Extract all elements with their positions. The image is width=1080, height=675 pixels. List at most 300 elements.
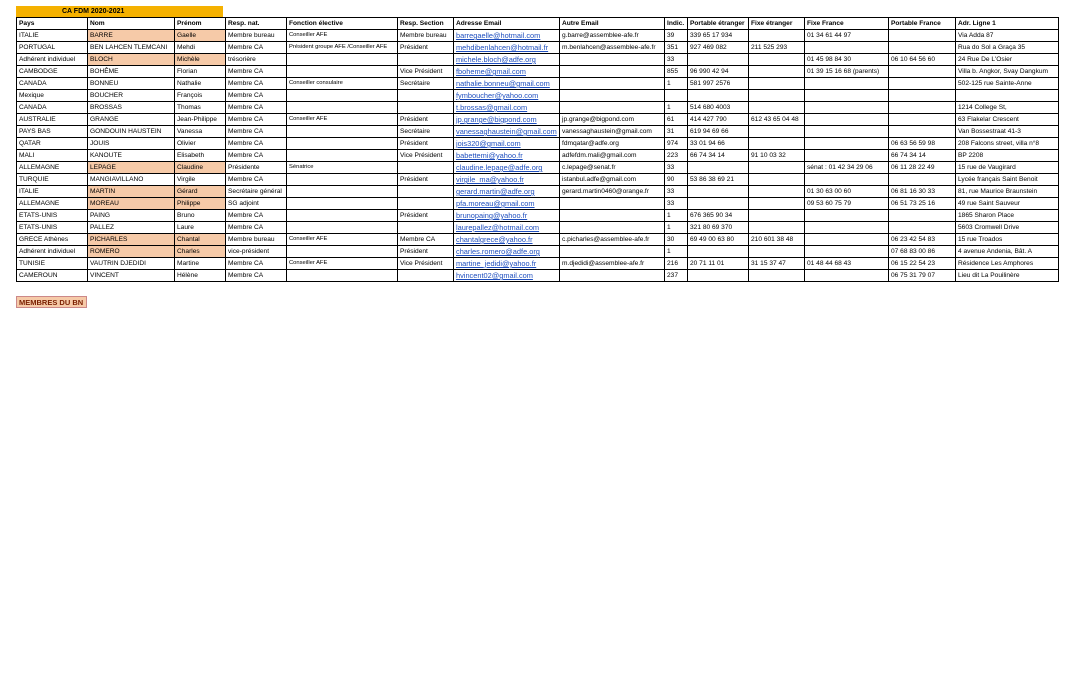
table-cell[interactable]: 33 [665, 54, 688, 66]
table-cell[interactable]: m.djedidi@assemblee-afe.fr [560, 258, 665, 270]
table-cell[interactable]: Vice Président [398, 66, 454, 78]
table-cell[interactable]: Membre CA [226, 114, 287, 126]
table-cell[interactable]: 24 Rue De L'Osier [956, 54, 1059, 66]
table-cell[interactable]: TUNISIE [17, 258, 88, 270]
table-cell[interactable] [560, 222, 665, 234]
email-cell[interactable]: t.brossas@gmail.com [454, 102, 560, 114]
table-cell[interactable]: 514 680 4003 [688, 102, 749, 114]
table-cell[interactable] [889, 114, 956, 126]
table-cell[interactable]: Résidence Les Amphores [956, 258, 1059, 270]
table-cell[interactable]: 06 10 64 56 60 [889, 54, 956, 66]
table-cell[interactable] [889, 174, 956, 186]
table-cell[interactable] [560, 54, 665, 66]
table-cell[interactable]: istanbul.adfe@gmail.com [560, 174, 665, 186]
table-cell[interactable]: PICHARLES [88, 234, 175, 246]
table-cell[interactable] [398, 222, 454, 234]
table-cell[interactable] [398, 186, 454, 198]
table-cell[interactable] [688, 54, 749, 66]
table-cell[interactable] [805, 174, 889, 186]
table-cell[interactable] [287, 174, 398, 186]
table-cell[interactable] [560, 210, 665, 222]
table-cell[interactable]: BLOCH [88, 54, 175, 66]
table-cell[interactable] [889, 66, 956, 78]
table-cell[interactable]: 01 45 98 84 30 [805, 54, 889, 66]
table-cell[interactable]: François [175, 90, 226, 102]
column-header[interactable]: Fonction élective [287, 18, 398, 30]
table-cell[interactable]: 66 74 34 14 [889, 150, 956, 162]
table-cell[interactable]: Olivier [175, 138, 226, 150]
table-cell[interactable]: Bruno [175, 210, 226, 222]
table-cell[interactable]: 06 51 73 25 16 [889, 198, 956, 210]
table-cell[interactable]: fdmqatar@adfe.org [560, 138, 665, 150]
column-header[interactable]: Resp. Section [398, 18, 454, 30]
column-header[interactable]: Autre Email [560, 18, 665, 30]
column-header[interactable]: Nom [88, 18, 175, 30]
table-cell[interactable]: Conseiller AFE [287, 30, 398, 42]
table-cell[interactable]: 33 [665, 162, 688, 174]
table-cell[interactable]: Membre CA [226, 102, 287, 114]
table-cell[interactable]: BROSSAS [88, 102, 175, 114]
table-cell[interactable] [398, 162, 454, 174]
table-cell[interactable]: KANOUTE [88, 150, 175, 162]
table-cell[interactable]: ITALIE [17, 30, 88, 42]
table-cell[interactable] [889, 42, 956, 54]
table-cell[interactable]: Conseiller AFE [287, 234, 398, 246]
email-cell[interactable]: mehdibenlahcen@hotmail.fr [454, 42, 560, 54]
table-cell[interactable] [749, 90, 805, 102]
table-cell[interactable]: 5603 Cromwell Drive [956, 222, 1059, 234]
table-cell[interactable]: Membre CA [226, 222, 287, 234]
table-cell[interactable]: 15 rue de Vaugirard [956, 162, 1059, 174]
table-cell[interactable]: 06 15 22 54 23 [889, 258, 956, 270]
table-cell[interactable]: PALLEZ [88, 222, 175, 234]
table-cell[interactable]: 81, rue Maurice Braunstein [956, 186, 1059, 198]
table-cell[interactable]: GONDOUIN HAUSTEIN [88, 126, 175, 138]
table-cell[interactable]: Vice Président [398, 150, 454, 162]
table-cell[interactable]: JOUIS [88, 138, 175, 150]
table-cell[interactable] [287, 54, 398, 66]
table-cell[interactable]: 63 Flakelar Crescent [956, 114, 1059, 126]
email-cell[interactable]: chantalgrece@yahoo.fr [454, 234, 560, 246]
table-cell[interactable]: Membre CA [226, 270, 287, 282]
table-cell[interactable] [287, 138, 398, 150]
table-cell[interactable]: Vice Président [398, 258, 454, 270]
table-cell[interactable]: CANADA [17, 78, 88, 90]
table-cell[interactable] [688, 246, 749, 258]
column-header[interactable]: Prénom [175, 18, 226, 30]
table-cell[interactable]: ALLEMAGNE [17, 198, 88, 210]
table-cell[interactable] [398, 90, 454, 102]
table-cell[interactable]: 33 [665, 186, 688, 198]
email-cell[interactable]: charles.romero@adfe.org [454, 246, 560, 258]
table-cell[interactable]: Secrétaire [398, 126, 454, 138]
table-cell[interactable]: Charles [175, 246, 226, 258]
table-cell[interactable]: Membre CA [226, 78, 287, 90]
table-cell[interactable]: Mehdi [175, 42, 226, 54]
table-cell[interactable]: Membre bureau [226, 234, 287, 246]
table-cell[interactable]: AUSTRALIE [17, 114, 88, 126]
table-cell[interactable] [398, 54, 454, 66]
table-cell[interactable]: 1865 Sharon Place [956, 210, 1059, 222]
table-cell[interactable]: vice-président [226, 246, 287, 258]
column-header[interactable]: Indic. [665, 18, 688, 30]
table-cell[interactable] [889, 30, 956, 42]
column-header[interactable]: Portable France [889, 18, 956, 30]
column-header[interactable]: Pays [17, 18, 88, 30]
table-cell[interactable]: Chantal [175, 234, 226, 246]
table-cell[interactable]: ROMERO [88, 246, 175, 258]
table-cell[interactable] [889, 210, 956, 222]
table-cell[interactable]: Conseiller AFE [287, 258, 398, 270]
table-cell[interactable] [287, 210, 398, 222]
table-cell[interactable]: 223 [665, 150, 688, 162]
table-cell[interactable]: adfefdm.mali@gmail.com [560, 150, 665, 162]
table-cell[interactable] [287, 222, 398, 234]
table-cell[interactable]: Hélène [175, 270, 226, 282]
table-cell[interactable]: Adhérent individuel [17, 246, 88, 258]
table-cell[interactable]: 321 80 69 370 [688, 222, 749, 234]
table-cell[interactable]: 39 [665, 30, 688, 42]
email-cell[interactable]: martine_jedidi@yahoo.fr [454, 258, 560, 270]
table-cell[interactable] [560, 78, 665, 90]
column-header[interactable]: Fixe France [805, 18, 889, 30]
table-cell[interactable]: MOREAU [88, 198, 175, 210]
column-header[interactable]: Adresse Email [454, 18, 560, 30]
table-cell[interactable]: 01 34 61 44 97 [805, 30, 889, 42]
table-cell[interactable] [805, 246, 889, 258]
table-cell[interactable]: c.lepage@senat.fr [560, 162, 665, 174]
table-cell[interactable]: MARTIN [88, 186, 175, 198]
table-cell[interactable]: 06 11 28 22 49 [889, 162, 956, 174]
table-cell[interactable]: 676 365 90 34 [688, 210, 749, 222]
table-cell[interactable]: 974 [665, 138, 688, 150]
table-cell[interactable] [749, 162, 805, 174]
table-cell[interactable]: c.picharles@assemblee-afe.fr [560, 234, 665, 246]
table-cell[interactable]: ETATS-UNIS [17, 222, 88, 234]
table-cell[interactable]: BARRE [88, 30, 175, 42]
table-cell[interactable]: 33 [665, 198, 688, 210]
table-cell[interactable]: 09 53 60 75 79 [805, 198, 889, 210]
table-cell[interactable] [749, 78, 805, 90]
table-cell[interactable]: Secrétaire général [226, 186, 287, 198]
table-cell[interactable]: Membre bureau [398, 30, 454, 42]
table-cell[interactable]: ITALIE [17, 186, 88, 198]
table-cell[interactable]: 339 65 17 934 [688, 30, 749, 42]
column-header[interactable]: Fixe étranger [749, 18, 805, 30]
table-cell[interactable]: Membre CA [226, 42, 287, 54]
table-cell[interactable]: BOUCHER [88, 90, 175, 102]
table-cell[interactable] [749, 198, 805, 210]
table-cell[interactable]: Gaelle [175, 30, 226, 42]
email-cell[interactable]: michele.bloch@adfe.org [454, 54, 560, 66]
table-cell[interactable] [749, 174, 805, 186]
table-cell[interactable]: PAYS BAS [17, 126, 88, 138]
table-cell[interactable]: vanessaghaustein@gmail.com [560, 126, 665, 138]
table-cell[interactable]: VINCENT [88, 270, 175, 282]
table-cell[interactable]: VAUTRIN DJEDIDI [88, 258, 175, 270]
table-cell[interactable]: CAMBODGE [17, 66, 88, 78]
table-cell[interactable]: 1214 College St, [956, 102, 1059, 114]
table-cell[interactable] [805, 234, 889, 246]
table-cell[interactable]: 61 [665, 114, 688, 126]
table-cell[interactable]: 927 469 082 [688, 42, 749, 54]
table-cell[interactable] [287, 246, 398, 258]
email-cell[interactable]: claudine.lepage@adfe.org [454, 162, 560, 174]
table-cell[interactable]: Michèle [175, 54, 226, 66]
table-cell[interactable]: Jean-Philippe [175, 114, 226, 126]
email-cell[interactable]: jois320@gmail.com [454, 138, 560, 150]
email-cell[interactable]: virgile_ma@yahoo.fr [454, 174, 560, 186]
table-cell[interactable]: PORTUGAL [17, 42, 88, 54]
table-cell[interactable]: 414 427 790 [688, 114, 749, 126]
table-cell[interactable] [805, 90, 889, 102]
table-cell[interactable]: 07 68 83 00 86 [889, 246, 956, 258]
table-cell[interactable]: Président [398, 114, 454, 126]
table-cell[interactable]: jp.grange@bigpond.com [560, 114, 665, 126]
email-cell[interactable]: vanessaghaustein@gmail.com [454, 126, 560, 138]
table-cell[interactable]: 210 601 38 48 [749, 234, 805, 246]
table-cell[interactable]: 69 49 00 63 80 [688, 234, 749, 246]
column-header[interactable]: Adr. Ligne 1 [956, 18, 1059, 30]
table-cell[interactable]: 01 39 15 16 68 (parents) [805, 66, 889, 78]
table-cell[interactable] [805, 102, 889, 114]
table-cell[interactable] [749, 210, 805, 222]
table-cell[interactable]: 502-125 rue Sainte-Anne [956, 78, 1059, 90]
table-cell[interactable] [287, 66, 398, 78]
table-cell[interactable]: MANGIAVILLANO [88, 174, 175, 186]
table-cell[interactable]: GRANGE [88, 114, 175, 126]
table-cell[interactable]: TURQUIE [17, 174, 88, 186]
email-cell[interactable]: pfa.moreau@gmail.com [454, 198, 560, 210]
email-cell[interactable]: jp.grange@bigpond.com [454, 114, 560, 126]
table-cell[interactable]: sénat : 01 42 34 29 06 [805, 162, 889, 174]
column-header[interactable]: Portable étranger [688, 18, 749, 30]
table-cell[interactable] [805, 42, 889, 54]
email-cell[interactable]: laurepallez@hotmail.com [454, 222, 560, 234]
table-cell[interactable] [688, 90, 749, 102]
table-cell[interactable] [398, 270, 454, 282]
table-cell[interactable]: Mexique [17, 90, 88, 102]
table-cell[interactable]: 49 rue Saint Sauveur [956, 198, 1059, 210]
table-cell[interactable] [560, 66, 665, 78]
table-cell[interactable]: Martine [175, 258, 226, 270]
table-cell[interactable]: Philippe [175, 198, 226, 210]
table-cell[interactable] [805, 138, 889, 150]
table-cell[interactable] [398, 198, 454, 210]
table-cell[interactable]: Membre CA [226, 66, 287, 78]
table-cell[interactable]: 33 01 94 66 [688, 138, 749, 150]
table-cell[interactable]: Villa b. Angkor, Svay Dangkum [956, 66, 1059, 78]
table-cell[interactable]: 15 rue Troados [956, 234, 1059, 246]
column-header[interactable]: Resp. nat. [226, 18, 287, 30]
table-cell[interactable]: Membre CA [226, 150, 287, 162]
table-cell[interactable]: PAING [88, 210, 175, 222]
table-cell[interactable]: Président [398, 246, 454, 258]
table-cell[interactable] [805, 210, 889, 222]
table-cell[interactable]: Président [398, 138, 454, 150]
table-cell[interactable] [560, 198, 665, 210]
table-cell[interactable]: 581 997 2576 [688, 78, 749, 90]
table-cell[interactable]: Conseiller AFE [287, 114, 398, 126]
table-cell[interactable] [956, 90, 1059, 102]
table-cell[interactable]: Conseiller consulaire [287, 78, 398, 90]
table-cell[interactable] [805, 114, 889, 126]
table-cell[interactable]: Membre CA [226, 174, 287, 186]
table-cell[interactable]: 619 94 69 66 [688, 126, 749, 138]
table-cell[interactable]: gerard.martin0460@orange.fr [560, 186, 665, 198]
table-cell[interactable]: LEPAGE [88, 162, 175, 174]
table-cell[interactable]: Président [398, 210, 454, 222]
table-cell[interactable]: Florian [175, 66, 226, 78]
table-cell[interactable] [889, 222, 956, 234]
table-cell[interactable]: 90 [665, 174, 688, 186]
table-cell[interactable] [688, 198, 749, 210]
table-cell[interactable] [560, 270, 665, 282]
table-cell[interactable]: Président [398, 42, 454, 54]
table-cell[interactable] [749, 54, 805, 66]
table-cell[interactable] [749, 30, 805, 42]
table-cell[interactable]: Président [398, 174, 454, 186]
table-cell[interactable]: Présidente [226, 162, 287, 174]
email-cell[interactable]: fymboucher@yahoo.com [454, 90, 560, 102]
table-cell[interactable]: Laure [175, 222, 226, 234]
email-cell[interactable]: hvincent02@gmail.com [454, 270, 560, 282]
table-cell[interactable]: 06 63 56 59 98 [889, 138, 956, 150]
table-cell[interactable]: Rua do Sol a Graça 35 [956, 42, 1059, 54]
table-cell[interactable] [805, 150, 889, 162]
table-cell[interactable]: Membre CA [398, 234, 454, 246]
table-cell[interactable] [560, 90, 665, 102]
table-cell[interactable]: m.benlahcen@assemblee-afe.fr [560, 42, 665, 54]
email-cell[interactable]: fboheme@gmail.com [454, 66, 560, 78]
table-cell[interactable]: 1 [665, 102, 688, 114]
table-cell[interactable] [560, 246, 665, 258]
table-cell[interactable]: 4 avenue Andenia, Bât. A [956, 246, 1059, 258]
table-cell[interactable]: CAMEROUN [17, 270, 88, 282]
table-cell[interactable]: QATAR [17, 138, 88, 150]
email-cell[interactable]: gerard.martin@adfe.org [454, 186, 560, 198]
table-cell[interactable]: 1 [665, 222, 688, 234]
table-cell[interactable]: BP 2208 [956, 150, 1059, 162]
table-cell[interactable]: ETATS-UNIS [17, 210, 88, 222]
table-cell[interactable] [749, 270, 805, 282]
email-cell[interactable]: babettemi@yahoo.fr [454, 150, 560, 162]
table-cell[interactable]: Lieu dit La Pouilinère [956, 270, 1059, 282]
table-cell[interactable] [749, 126, 805, 138]
table-cell[interactable]: 20 71 11 01 [688, 258, 749, 270]
table-cell[interactable] [688, 186, 749, 198]
table-cell[interactable]: 31 15 37 47 [749, 258, 805, 270]
table-cell[interactable] [688, 270, 749, 282]
table-cell[interactable] [889, 90, 956, 102]
table-cell[interactable]: Vanessa [175, 126, 226, 138]
table-cell[interactable]: BOHÊME [88, 66, 175, 78]
table-cell[interactable]: 66 74 34 14 [688, 150, 749, 162]
table-cell[interactable]: 01 30 63 00 60 [805, 186, 889, 198]
table-cell[interactable]: 1 [665, 210, 688, 222]
table-cell[interactable]: Elisabeth [175, 150, 226, 162]
table-cell[interactable] [287, 102, 398, 114]
table-cell[interactable]: SG adjoint [226, 198, 287, 210]
table-cell[interactable]: 1 [665, 246, 688, 258]
table-cell[interactable]: Via Adda 87 [956, 30, 1059, 42]
table-cell[interactable] [287, 270, 398, 282]
email-cell[interactable]: barregaelle@hotmail.com [454, 30, 560, 42]
table-cell[interactable] [749, 222, 805, 234]
table-cell[interactable]: Adhérent individuel [17, 54, 88, 66]
table-cell[interactable] [749, 246, 805, 258]
table-cell[interactable]: Lycée français Saint Benoit [956, 174, 1059, 186]
table-cell[interactable]: 351 [665, 42, 688, 54]
table-cell[interactable]: 53 86 38 69 21 [688, 174, 749, 186]
table-cell[interactable] [805, 270, 889, 282]
table-cell[interactable]: BONNEU [88, 78, 175, 90]
table-cell[interactable]: Nathalie [175, 78, 226, 90]
table-cell[interactable]: 30 [665, 234, 688, 246]
table-cell[interactable] [688, 162, 749, 174]
table-cell[interactable]: Gérard [175, 186, 226, 198]
table-cell[interactable]: Claudine [175, 162, 226, 174]
table-cell[interactable] [889, 126, 956, 138]
table-cell[interactable]: Membre CA [226, 210, 287, 222]
table-cell[interactable] [287, 198, 398, 210]
table-cell[interactable]: 855 [665, 66, 688, 78]
table-cell[interactable]: Membre CA [226, 138, 287, 150]
table-cell[interactable]: 612 43 65 04 48 [749, 114, 805, 126]
table-cell[interactable] [287, 186, 398, 198]
email-cell[interactable]: brunopaing@yahoo.fr [454, 210, 560, 222]
table-cell[interactable]: 31 [665, 126, 688, 138]
table-cell[interactable]: Van Bossestraat 41-3 [956, 126, 1059, 138]
table-cell[interactable] [889, 102, 956, 114]
table-cell[interactable]: 06 75 31 79 07 [889, 270, 956, 282]
table-cell[interactable] [805, 126, 889, 138]
table-cell[interactable]: Secrétaire [398, 78, 454, 90]
table-cell[interactable] [889, 78, 956, 90]
table-cell[interactable]: Virgile [175, 174, 226, 186]
table-cell[interactable] [749, 102, 805, 114]
table-cell[interactable] [749, 66, 805, 78]
table-cell[interactable] [287, 90, 398, 102]
table-cell[interactable]: CANADA [17, 102, 88, 114]
table-cell[interactable]: 06 81 16 30 33 [889, 186, 956, 198]
table-cell[interactable]: Président groupe AFE /Conseiller AFE [287, 42, 398, 54]
table-cell[interactable]: Membre CA [226, 90, 287, 102]
table-cell[interactable]: 208 Falcons street, villa n°8 [956, 138, 1059, 150]
table-cell[interactable]: ALLEMAGNE [17, 162, 88, 174]
table-cell[interactable]: trésorière [226, 54, 287, 66]
table-cell[interactable]: Thomas [175, 102, 226, 114]
table-cell[interactable] [560, 102, 665, 114]
table-cell[interactable]: Membre CA [226, 258, 287, 270]
email-cell[interactable]: nathalie.bonneu@gmail.com [454, 78, 560, 90]
table-cell[interactable]: 211 525 293 [749, 42, 805, 54]
table-cell[interactable]: BEN LAHCEN TLEMCANI [88, 42, 175, 54]
table-cell[interactable] [805, 78, 889, 90]
table-cell[interactable]: 216 [665, 258, 688, 270]
table-cell[interactable]: 1 [665, 78, 688, 90]
table-cell[interactable]: Membre bureau [226, 30, 287, 42]
table-cell[interactable] [287, 150, 398, 162]
table-cell[interactable] [749, 186, 805, 198]
table-cell[interactable] [749, 138, 805, 150]
table-cell[interactable] [287, 126, 398, 138]
table-cell[interactable]: g.barre@assemblee-afe.fr [560, 30, 665, 42]
table-cell[interactable]: Sénatrice [287, 162, 398, 174]
table-cell[interactable]: 01 48 44 68 43 [805, 258, 889, 270]
table-cell[interactable]: MALI [17, 150, 88, 162]
table-cell[interactable] [805, 222, 889, 234]
